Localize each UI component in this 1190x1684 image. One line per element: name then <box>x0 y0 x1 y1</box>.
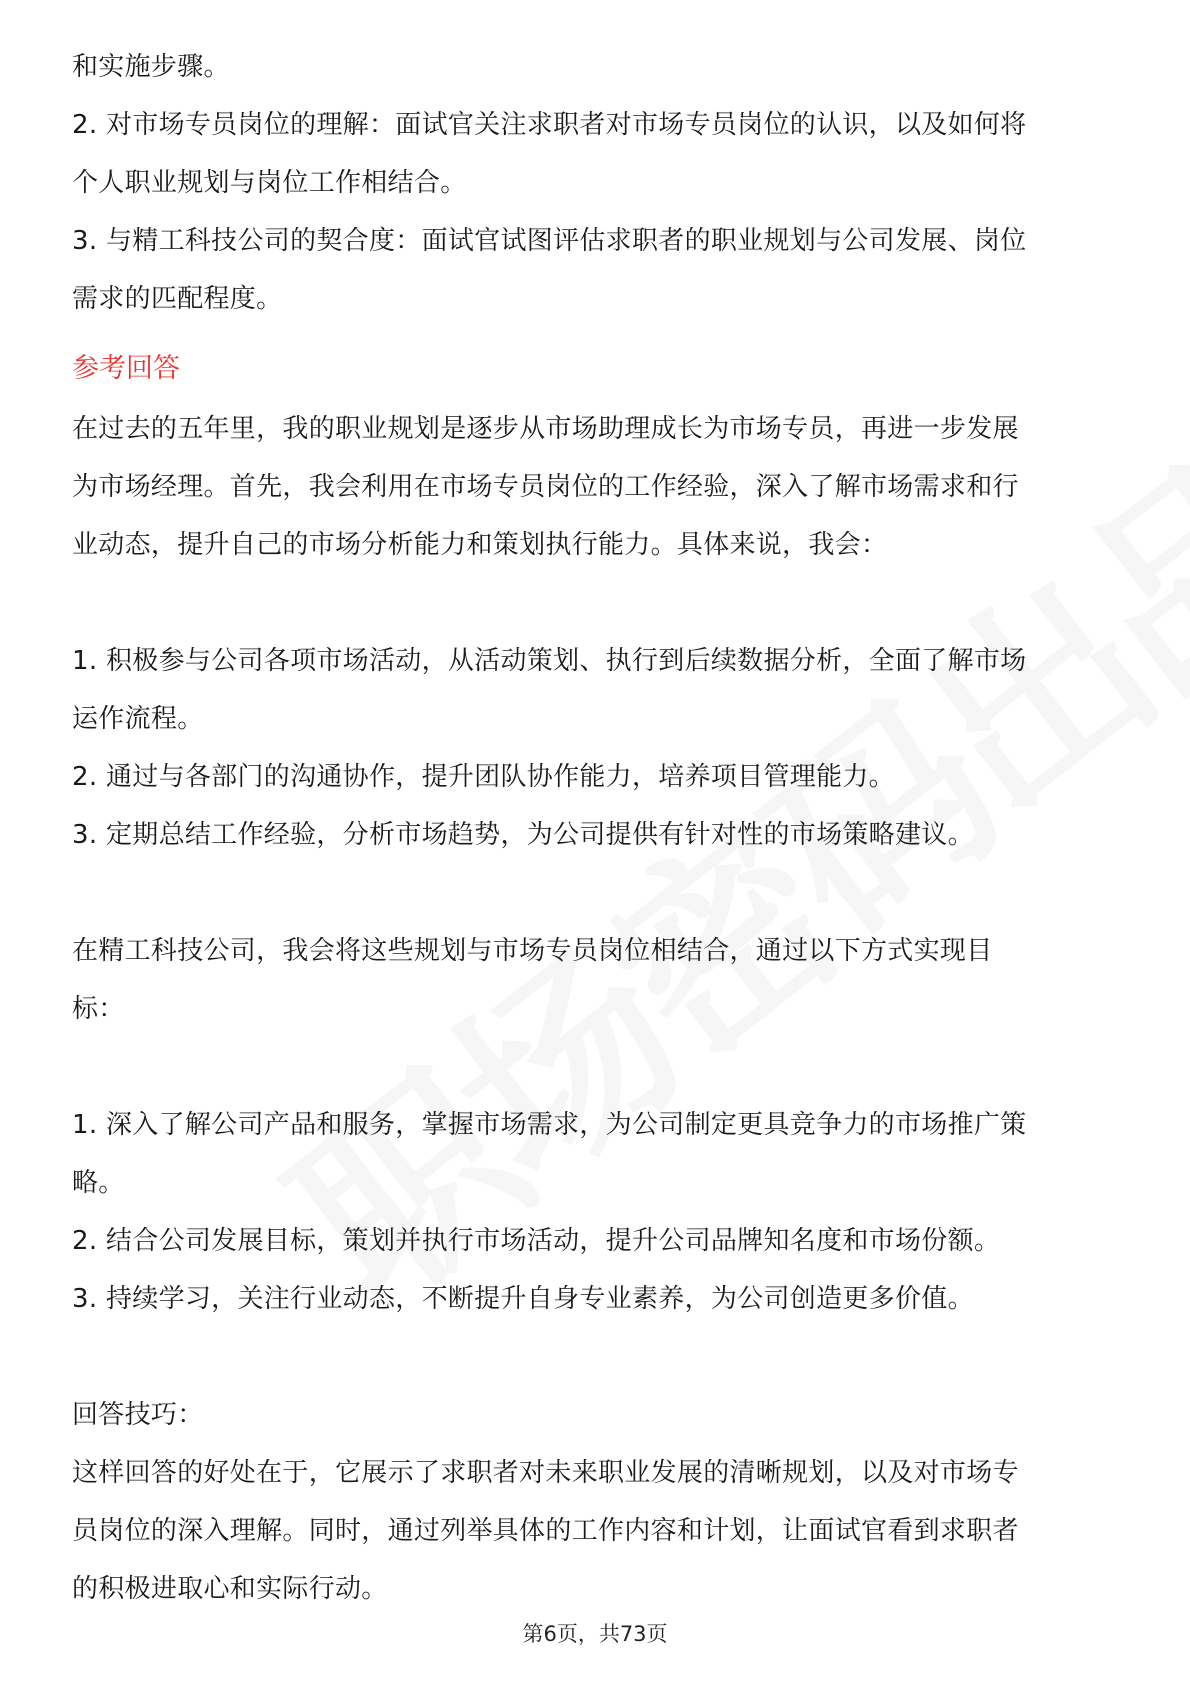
text-line: 和实施步骤。 <box>72 52 230 82</box>
list-item: 1. 深入了解公司产品和服务，掌握市场需求，为公司制定更具竞争力的市场推广策 <box>72 1110 1027 1140</box>
tips-heading: 回答技巧： <box>72 1400 204 1430</box>
list-item: 3. 定期总结工作经验，分析市场趋势，为公司提供有针对性的市场策略建议。 <box>72 820 974 850</box>
document-page <box>72 38 1122 1618</box>
page-number: 第6页，共73页 <box>522 1622 668 1646</box>
reference-answer-heading: 参考回答 <box>72 353 180 384</box>
text-line: 员岗位的深入理解。同时，通过列举具体的工作内容和计划，让面试官看到求职者 <box>72 1516 1019 1546</box>
answer-intro <box>72 400 1122 574</box>
text-line: 标： <box>72 994 125 1024</box>
paragraph-gap <box>72 1328 1122 1386</box>
text-line: 业动态，提升自己的市场分析能力和策划执行能力。具体来说，我会： <box>72 530 888 560</box>
tips-paragraph <box>72 1444 1122 1618</box>
evaluation-points <box>72 38 1122 328</box>
paragraph-gap <box>72 864 1122 922</box>
company-list <box>72 1096 1122 1328</box>
text-line: 这样回答的好处在于，它展示了求职者对未来职业发展的清晰规划，以及对市场专 <box>72 1458 1019 1488</box>
plan-list <box>72 632 1122 864</box>
list-item: 3. 持续学习，关注行业动态，不断提升自身专业素养，为公司创造更多价值。 <box>72 1284 974 1314</box>
list-item: 2. 结合公司发展目标，策划并执行市场活动，提升公司品牌知名度和市场份额。 <box>72 1226 1001 1256</box>
text-line: 在精工科技公司，我会将这些规划与市场专员岗位相结合，通过以下方式实现目 <box>72 936 993 966</box>
list-item: 运作流程。 <box>72 704 204 734</box>
list-item: 2. 通过与各部门的沟通协作，提升团队协作能力，培养项目管理能力。 <box>72 762 895 792</box>
text-line: 个人职业规划与岗位工作相结合。 <box>72 168 467 198</box>
text-line: 2. 对市场专员岗位的理解：面试官关注求职者对市场专员岗位的认识，以及如何将 <box>72 110 1027 140</box>
text-line: 在过去的五年里，我的职业规划是逐步从市场助理成长为市场专员，再进一步发展 <box>72 414 1019 444</box>
text-line: 的积极进取心和实际行动。 <box>72 1574 388 1604</box>
paragraph-gap <box>72 574 1122 632</box>
text-line: 3. 与精工科技公司的契合度：面试官试图评估求职者的职业规划与公司发展、岗位 <box>72 226 1027 256</box>
list-item: 略。 <box>72 1168 125 1198</box>
text-line: 需求的匹配程度。 <box>72 284 283 314</box>
company-intro <box>72 922 1122 1038</box>
paragraph-gap <box>72 1038 1122 1096</box>
text-line: 为市场经理。首先，我会利用在市场专员岗位的工作经验，深入了解市场需求和行 <box>72 472 1019 502</box>
list-item: 1. 积极参与公司各项市场活动，从活动策划、执行到后续数据分析，全面了解市场 <box>72 646 1027 676</box>
